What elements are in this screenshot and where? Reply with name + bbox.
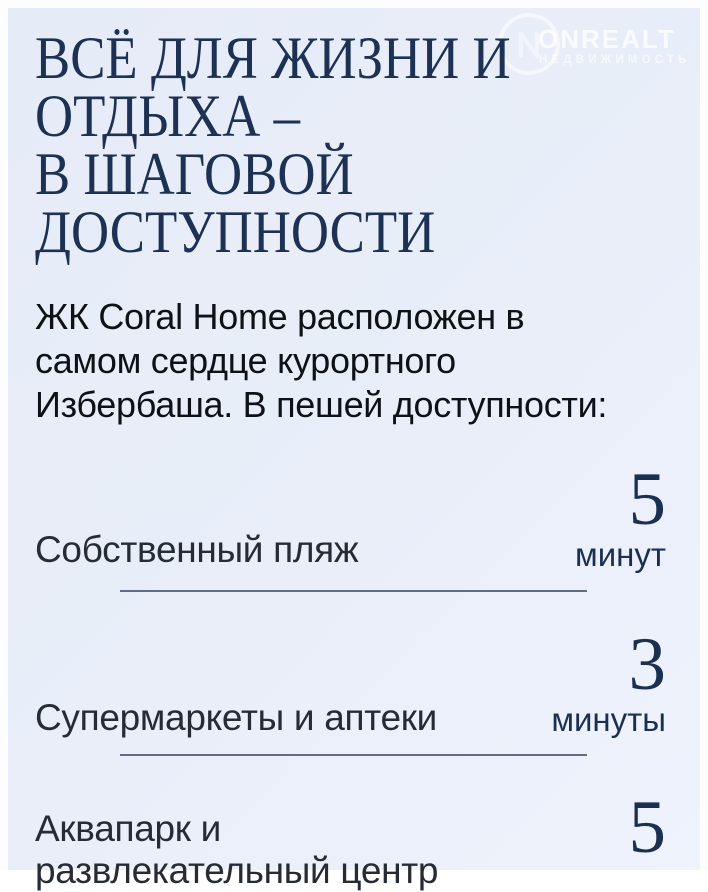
intro-line: Избербаша. В пешей доступности: [35,384,608,425]
title-line: ДОСТУПНОСТИ [35,199,436,265]
amenity-label-line: Аквапарк и [35,808,222,849]
page-title [35,25,511,265]
amenity-label [35,808,438,892]
title-line: ОТДЫХА – [35,83,300,149]
amenity-unit: минут [575,536,666,573]
amenity-unit: минуты [551,701,666,738]
title-line: ВСЁ ДЛЯ ЖИЗНИ И [35,25,511,91]
watermark-tagline: НЕДВИЖИМОСТЬ [539,54,691,66]
divider [120,590,587,592]
amenity-label-line: развлекательный центр [35,850,439,891]
amenity-label: Супермаркеты и аптеки [35,697,438,738]
title-line: В ШАГОВОЙ [35,141,354,207]
amenity-label: Собственный пляж [35,529,359,570]
divider [120,754,587,756]
amenity-value: 5 [628,458,666,541]
watermark-brand: ONREALT [538,24,676,54]
amenity-value: 3 [628,623,666,706]
amenity-value: 5 [628,786,666,869]
intro-line: ЖК Coral Home расположен в [35,296,525,337]
intro-line: самом сердце курортного [35,340,456,381]
intro-paragraph [35,295,607,427]
